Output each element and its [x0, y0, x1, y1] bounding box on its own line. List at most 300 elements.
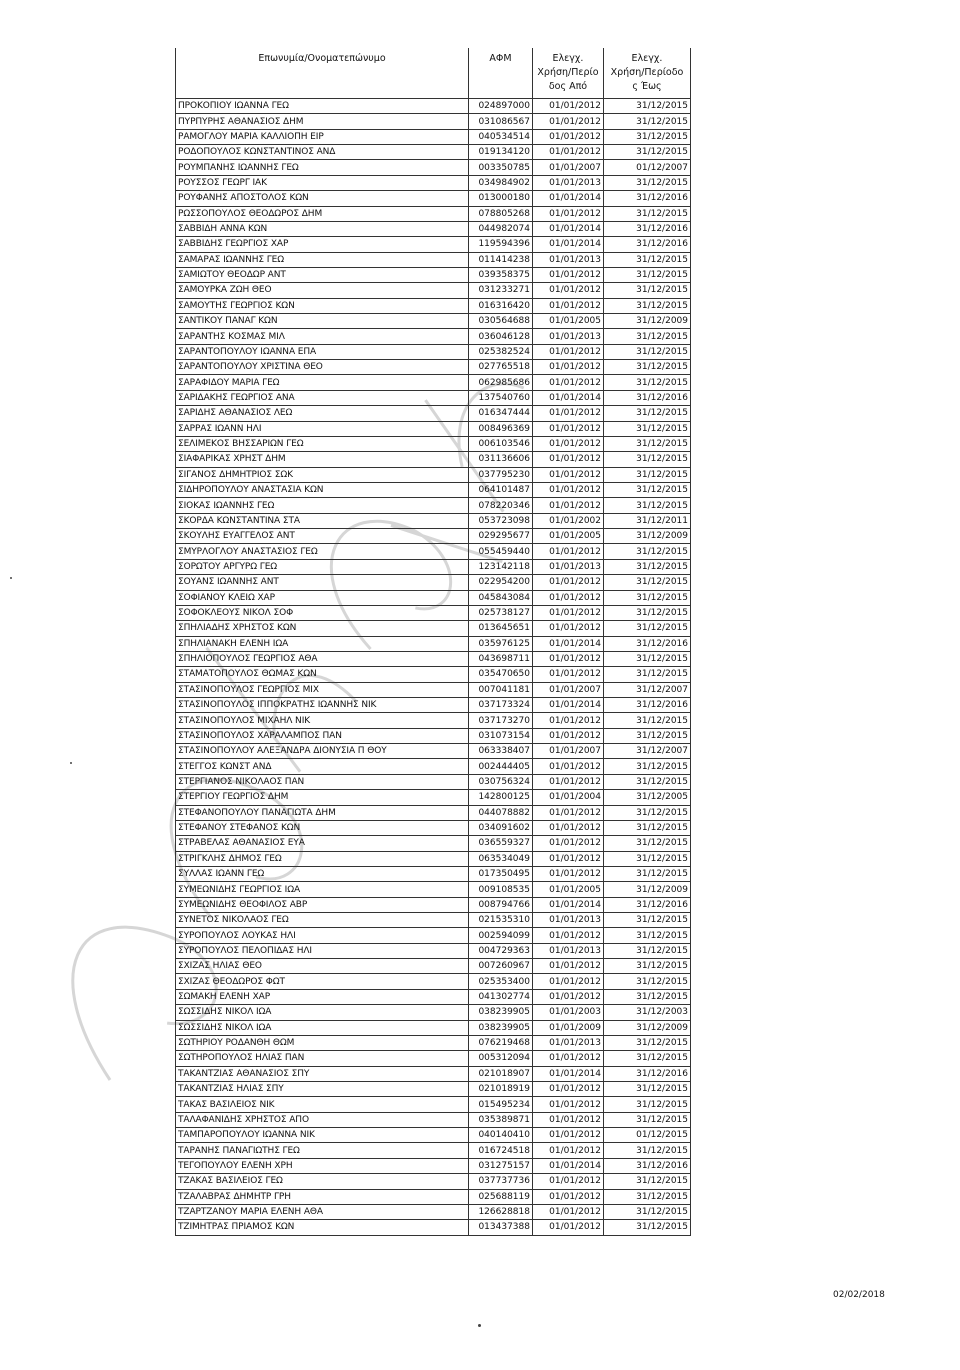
cell-period-to: 31/12/2015: [604, 651, 691, 666]
cell-period-to: 31/12/2015: [604, 360, 691, 375]
table-row: [176, 360, 691, 375]
cell-period-from: 01/01/2012: [533, 667, 604, 682]
cell-period-from: 01/01/2012: [533, 1112, 604, 1127]
cell-name: ΤΖΑΚΑΣ ΒΑΣΙΛΕΙΟΣ ΓΕΩ: [176, 1174, 469, 1189]
table-row: [176, 375, 691, 390]
table-row: [176, 1204, 691, 1219]
cell-period-to: 31/12/2016: [604, 1066, 691, 1081]
cell-afm: 024897000: [469, 99, 533, 114]
cell-afm: 063534049: [469, 851, 533, 866]
table-row: [176, 406, 691, 421]
table-row: [176, 774, 691, 789]
table-row: [176, 237, 691, 252]
table-row: [176, 790, 691, 805]
table-row: [176, 1005, 691, 1020]
cell-period-to: 31/12/2005: [604, 790, 691, 805]
cell-period-to: 31/12/2015: [604, 667, 691, 682]
cell-afm: 021018907: [469, 1066, 533, 1081]
table-row: [176, 267, 691, 282]
cell-afm: 043698711: [469, 651, 533, 666]
table-row: [176, 974, 691, 989]
cell-afm: 016724518: [469, 1143, 533, 1158]
cell-afm: 025382524: [469, 344, 533, 359]
scan-speck: [478, 1324, 481, 1327]
cell-period-from: 01/01/2012: [533, 1128, 604, 1143]
cell-name: ΣΟΥΑΝΣ ΙΩΑΝΝΗΣ ΑΝΤ: [176, 575, 469, 590]
cell-name: ΣΤΕΡΓΙΑΝΟΣ ΝΙΚΟΛΑΟΣ ΠΑΝ: [176, 774, 469, 789]
cell-period-to: 31/12/2015: [604, 1204, 691, 1219]
cell-period-from: 01/01/2012: [533, 436, 604, 451]
table-row: [176, 928, 691, 943]
cell-name: ΣΑΝΤΙΚΟΥ ΠΑΝΑΓ ΚΩΝ: [176, 314, 469, 329]
cell-name: ΣΤΑΣΙΝΟΠΟΥΛΟΣ ΓΕΩΡΓΙΟΣ ΜΙΧ: [176, 682, 469, 697]
cell-period-from: 01/01/2004: [533, 790, 604, 805]
cell-afm: 126628818: [469, 1204, 533, 1219]
table-row: [176, 698, 691, 713]
cell-name: ΣΤΕΦΑΝΟΠΟΥΛΟΥ ΠΑΝΑΓΙΩΤΑ ΔΗΜ: [176, 805, 469, 820]
table-row: [176, 1220, 691, 1235]
cell-period-to: 31/12/2016: [604, 221, 691, 236]
table-row: [176, 805, 691, 820]
cell-period-from: 01/01/2012: [533, 406, 604, 421]
cell-name: ΤΑΚΑΣ ΒΑΣΙΛΕΙΟΣ ΝΙΚ: [176, 1097, 469, 1112]
scan-speck: [10, 577, 12, 579]
cell-name: ΣΑΜΑΡΑΣ ΙΩΑΝΝΗΣ ΓΕΩ: [176, 252, 469, 267]
cell-period-from: 01/01/2014: [533, 390, 604, 405]
cell-afm: 034984902: [469, 175, 533, 190]
cell-period-to: 31/12/2015: [604, 298, 691, 313]
cell-period-to: 31/12/2015: [604, 774, 691, 789]
table-row: [176, 1112, 691, 1127]
cell-name: ΣΥΝΕΤΟΣ ΝΙΚΟΛΑΟΣ ΓΕΩ: [176, 913, 469, 928]
cell-name: ΣΑΡΑΝΤΟΠΟΥΛΟΥ ΙΩΑΝΝΑ ΕΠΑ: [176, 344, 469, 359]
cell-period-from: 01/01/2014: [533, 897, 604, 912]
cell-period-to: 01/12/2015: [604, 1128, 691, 1143]
cell-afm: 036046128: [469, 329, 533, 344]
cell-name: ΡΟΔΟΠΟΥΛΟΣ ΚΩΝΣΤΑΝΤΙΝΟΣ ΑΝΔ: [176, 145, 469, 160]
cell-afm: 044982074: [469, 221, 533, 236]
table-row: [176, 866, 691, 881]
cell-afm: 031073154: [469, 728, 533, 743]
cell-name: ΣΑΡΙΔΑΚΗΣ ΓΕΩΡΓΙΟΣ ΑΝΑ: [176, 390, 469, 405]
cell-name: ΣΤΡΙΓΚΛΗΣ ΔΗΜΟΣ ΓΕΩ: [176, 851, 469, 866]
cell-name: ΣΥΛΛΑΣ ΙΩΑΝΝ ΓΕΩ: [176, 866, 469, 881]
table-row: [176, 851, 691, 866]
cell-period-to: 31/12/2015: [604, 467, 691, 482]
cell-name: ΣΧΙΖΑΣ ΘΕΟΔΩΡΟΣ ΦΩΤ: [176, 974, 469, 989]
cell-period-to: 31/12/2015: [604, 498, 691, 513]
table-row: [176, 1082, 691, 1097]
cell-period-from: 01/01/2013: [533, 329, 604, 344]
cell-period-to: 31/12/2015: [604, 482, 691, 497]
cell-period-from: 01/01/2013: [533, 943, 604, 958]
cell-name: ΣΑΡΙΔΗΣ ΑΘΑΝΑΣΙΟΣ ΛΕΩ: [176, 406, 469, 421]
table-row: [176, 191, 691, 206]
cell-afm: 003350785: [469, 160, 533, 175]
table-row: [176, 1143, 691, 1158]
cell-name: ΣΤΑΣΙΝΟΠΟΥΛΟΣ ΧΑΡΑΛΑΜΠΟΣ ΠΑΝ: [176, 728, 469, 743]
cell-afm: 035389871: [469, 1112, 533, 1127]
cell-period-from: 01/01/2005: [533, 882, 604, 897]
cell-name: ΣΤΑΣΙΝΟΠΟΥΛΟΥ ΑΛΕΞΑΝΔΡΑ ΔΙΟΝΥΣΙΑ Π ΘΟΥ: [176, 744, 469, 759]
cell-afm: 062985686: [469, 375, 533, 390]
cell-name: ΣΩΜΑΚΗ ΕΛΕΝΗ ΧΑΡ: [176, 989, 469, 1004]
cell-name: ΣΚΟΡΔΑ ΚΩΝΣΤΑΝΤΙΝΑ ΣΤΑ: [176, 513, 469, 528]
cell-name: ΣΟΡΩΤΟΥ ΑΡΓΥΡΩ ΓΕΩ: [176, 559, 469, 574]
cell-period-to: 31/12/2015: [604, 267, 691, 282]
cell-period-from: 01/01/2014: [533, 1066, 604, 1081]
table-row: [176, 759, 691, 774]
cell-period-to: 31/12/2007: [604, 744, 691, 759]
cell-afm: 078805268: [469, 206, 533, 221]
table-row: [176, 283, 691, 298]
cell-period-from: 01/01/2012: [533, 851, 604, 866]
cell-period-from: 01/01/2012: [533, 959, 604, 974]
cell-afm: 019134120: [469, 145, 533, 160]
cell-period-to: 31/12/2016: [604, 698, 691, 713]
table-row: [176, 897, 691, 912]
table-row: [176, 436, 691, 451]
cell-afm: 037795230: [469, 467, 533, 482]
cell-period-to: 31/12/2015: [604, 575, 691, 590]
cell-period-from: 01/01/2012: [533, 482, 604, 497]
cell-afm: 038239905: [469, 1005, 533, 1020]
cell-name: ΣΥΡΟΠΟΥΛΟΣ ΛΟΥΚΑΣ ΗΛΙ: [176, 928, 469, 943]
cell-period-to: 31/12/2015: [604, 913, 691, 928]
cell-name: ΠΥΡΠΥΡΗΣ ΑΘΑΝΑΣΙΟΣ ΔΗΜ: [176, 114, 469, 129]
table-row: [176, 1128, 691, 1143]
cell-period-to: 31/12/2015: [604, 1051, 691, 1066]
cell-name: ΤΑΛΑΦΑΝΙΔΗΣ ΧΡΗΣΤΟΣ ΑΠΟ: [176, 1112, 469, 1127]
cell-period-to: 31/12/2015: [604, 1220, 691, 1235]
cell-name: ΣΤΑΜΑΤΟΠΟΥΛΟΣ ΘΩΜΑΣ ΚΩΝ: [176, 667, 469, 682]
cell-afm: 037173324: [469, 698, 533, 713]
cell-period-to: 31/12/2015: [604, 590, 691, 605]
scan-speck: [70, 762, 72, 764]
cell-afm: 041302774: [469, 989, 533, 1004]
cell-name: ΡΩΣΣΟΠΟΥΛΟΣ ΘΕΟΔΩΡΟΣ ΔΗΜ: [176, 206, 469, 221]
cell-afm: 123142118: [469, 559, 533, 574]
cell-period-to: 31/12/2015: [604, 959, 691, 974]
cell-period-from: 01/01/2014: [533, 191, 604, 206]
cell-period-to: 31/12/2015: [604, 99, 691, 114]
cell-period-from: 01/01/2014: [533, 237, 604, 252]
cell-period-from: 01/01/2012: [533, 452, 604, 467]
cell-afm: 016347444: [469, 406, 533, 421]
cell-afm: 064101487: [469, 482, 533, 497]
cell-period-from: 01/01/2013: [533, 175, 604, 190]
cell-afm: 030756324: [469, 774, 533, 789]
cell-name: ΤΑΜΠΑΡΟΠΟΥΛΟΥ ΙΩΑΝΝΑ ΝΙΚ: [176, 1128, 469, 1143]
cell-name: ΣΧΙΖΑΣ ΗΛΙΑΣ ΘΕΟ: [176, 959, 469, 974]
table-row: [176, 129, 691, 144]
cell-period-from: 01/01/2012: [533, 360, 604, 375]
cell-afm: 021535310: [469, 913, 533, 928]
cell-period-to: 31/12/2015: [604, 928, 691, 943]
cell-period-from: 01/01/2012: [533, 928, 604, 943]
table-row: [176, 651, 691, 666]
cell-period-from: 01/01/2012: [533, 989, 604, 1004]
cell-name: ΣΠΗΛΙΑΔΗΣ ΧΡΗΣΤΟΣ ΚΩΝ: [176, 621, 469, 636]
cell-name: ΣΕΛΙΜΕΚΟΣ ΒΗΣΣΑΡΙΩΝ ΓΕΩ: [176, 436, 469, 451]
cell-afm: 013437388: [469, 1220, 533, 1235]
table-row: [176, 559, 691, 574]
cell-afm: 011414238: [469, 252, 533, 267]
cell-period-from: 01/01/2012: [533, 974, 604, 989]
cell-afm: 004729363: [469, 943, 533, 958]
cell-period-from: 01/01/2012: [533, 759, 604, 774]
cell-name: ΤΕΓΟΠΟΥΛΟΥ ΕΛΕΝΗ ΧΡΗ: [176, 1158, 469, 1173]
cell-period-from: 01/01/2012: [533, 375, 604, 390]
cell-period-to: 31/12/2015: [604, 129, 691, 144]
cell-period-from: 01/01/2012: [533, 544, 604, 559]
cell-name: ΡΟΥΣΣΟΣ ΓΕΩΡΓ ΙΑΚ: [176, 175, 469, 190]
table-row: [176, 667, 691, 682]
cell-name: ΣΙΟΚΑΣ ΙΩΑΝΝΗΣ ΓΕΩ: [176, 498, 469, 513]
cell-name: ΣΤΕΦΑΝΟΥ ΣΤΕΦΑΝΟΣ ΚΩΝ: [176, 820, 469, 835]
table-row: [176, 621, 691, 636]
cell-period-from: 01/01/2012: [533, 1189, 604, 1204]
table-row: [176, 959, 691, 974]
cell-period-from: 01/01/2012: [533, 1082, 604, 1097]
cell-afm: 029295677: [469, 529, 533, 544]
table-row: [176, 636, 691, 651]
cell-period-to: 31/12/2011: [604, 513, 691, 528]
cell-afm: 008496369: [469, 421, 533, 436]
table-row: [176, 329, 691, 344]
table-row: [176, 1097, 691, 1112]
cell-name: ΡΟΥΦΑΝΗΣ ΑΠΟΣΤΟΛΟΣ ΚΩΝ: [176, 191, 469, 206]
cell-period-to: 31/12/2009: [604, 314, 691, 329]
cell-name: ΤΑΚΑΝΤΖΙΑΣ ΗΛΙΑΣ ΣΠΥ: [176, 1082, 469, 1097]
cell-name: ΣΙΑΦΑΡΙΚΑΣ ΧΡΗΣΤ ΔΗΜ: [176, 452, 469, 467]
cell-name: ΣΟΦΙΑΝΟΥ ΚΛΕΙΩ ΧΑΡ: [176, 590, 469, 605]
cell-name: ΣΥΡΟΠΟΥΛΟΣ ΠΕΛΟΠΙΔΑΣ ΗΛΙ: [176, 943, 469, 958]
cell-name: ΣΑΜΙΩΤΟΥ ΘΕΟΔΩΡ ΑΝΤ: [176, 267, 469, 282]
cell-name: ΣΑΒΒΙΔΗ ΑΝΝΑ ΚΩΝ: [176, 221, 469, 236]
table-row: [176, 1020, 691, 1035]
cell-afm: 076219468: [469, 1035, 533, 1050]
cell-period-from: 01/01/2012: [533, 145, 604, 160]
cell-name: ΡΑΜΟΓΛΟΥ ΜΑΡΙΑ ΚΑΛΛΙΟΠΗ ΕΙΡ: [176, 129, 469, 144]
cell-afm: 025688119: [469, 1189, 533, 1204]
cell-period-to: 31/12/2015: [604, 805, 691, 820]
cell-afm: 002594099: [469, 928, 533, 943]
cell-period-from: 01/01/2012: [533, 206, 604, 221]
cell-afm: 025738127: [469, 605, 533, 620]
cell-period-to: 31/12/2015: [604, 436, 691, 451]
table-row: [176, 590, 691, 605]
cell-period-to: 31/12/2015: [604, 728, 691, 743]
cell-period-from: 01/01/2009: [533, 1020, 604, 1035]
cell-afm: 037173270: [469, 713, 533, 728]
cell-period-from: 01/01/2012: [533, 267, 604, 282]
cell-period-to: 31/12/2015: [604, 836, 691, 851]
table-row: [176, 989, 691, 1004]
cell-name: ΣΙΔΗΡΟΠΟΥΛΟΥ ΑΝΑΣΤΑΣΙΑ ΚΩΝ: [176, 482, 469, 497]
cell-afm: 005312094: [469, 1051, 533, 1066]
cell-afm: 009108535: [469, 882, 533, 897]
table-row: [176, 682, 691, 697]
cell-period-to: 31/12/2016: [604, 897, 691, 912]
cell-period-from: 01/01/2013: [533, 252, 604, 267]
cell-period-to: 31/12/2016: [604, 390, 691, 405]
cell-afm: 063338407: [469, 744, 533, 759]
cell-period-to: 31/12/2015: [604, 283, 691, 298]
cell-name: ΣΚΟΥΛΗΣ ΕΥΑΓΓΕΛΟΣ ΑΝΤ: [176, 529, 469, 544]
cell-period-to: 31/12/2015: [604, 943, 691, 958]
cell-afm: 013645651: [469, 621, 533, 636]
cell-afm: 039358375: [469, 267, 533, 282]
cell-period-from: 01/01/2012: [533, 298, 604, 313]
cell-period-from: 01/01/2012: [533, 1097, 604, 1112]
cell-period-from: 01/01/2012: [533, 1174, 604, 1189]
table-row: [176, 1174, 691, 1189]
cell-name: ΣΑΡΑΦΙΔΟΥ ΜΑΡΙΑ ΓΕΩ: [176, 375, 469, 390]
cell-period-from: 01/01/2005: [533, 314, 604, 329]
table-row: [176, 145, 691, 160]
cell-name: ΣΤΑΣΙΝΟΠΟΥΛΟΣ ΜΙΧΑΗΛ ΝΙΚ: [176, 713, 469, 728]
table-row: [176, 1189, 691, 1204]
cell-period-to: 31/12/2015: [604, 344, 691, 359]
cell-period-from: 01/01/2012: [533, 114, 604, 129]
cell-afm: 038239905: [469, 1020, 533, 1035]
cell-afm: 078220346: [469, 498, 533, 513]
cell-name: ΤΖΑΡΤΖΑΝΟΥ ΜΑΡΙΑ ΕΛΕΝΗ ΑΘΑ: [176, 1204, 469, 1219]
cell-afm: 034091602: [469, 820, 533, 835]
cell-period-from: 01/01/2012: [533, 498, 604, 513]
cell-period-from: 01/01/2014: [533, 698, 604, 713]
cell-period-to: 01/12/2007: [604, 160, 691, 175]
table-row: [176, 1051, 691, 1066]
cell-period-from: 01/01/2012: [533, 283, 604, 298]
cell-period-to: 31/12/2015: [604, 1082, 691, 1097]
table-row: [176, 498, 691, 513]
cell-period-to: 31/12/2015: [604, 866, 691, 881]
header-period-from: Ελεγχ. Χρήση/Περίο δος Από: [533, 48, 604, 99]
cell-name: ΣΑΡΑΝΤΗΣ ΚΟΣΜΑΣ ΜΙΛ: [176, 329, 469, 344]
cell-afm: 025353400: [469, 974, 533, 989]
table-row: [176, 206, 691, 221]
cell-period-from: 01/01/2012: [533, 129, 604, 144]
cell-afm: 119594396: [469, 237, 533, 252]
cell-name: ΣΩΤΗΡΙΟΥ ΡΟΔΑΝΘΗ ΘΩΜ: [176, 1035, 469, 1050]
cell-afm: 002444405: [469, 759, 533, 774]
table-row: [176, 713, 691, 728]
cell-afm: 013000180: [469, 191, 533, 206]
table-row: [176, 467, 691, 482]
cell-afm: 021018919: [469, 1082, 533, 1097]
cell-period-to: 31/12/2015: [604, 1097, 691, 1112]
cell-period-from: 01/01/2012: [533, 1220, 604, 1235]
cell-period-from: 01/01/2013: [533, 1035, 604, 1050]
cell-afm: 036559327: [469, 836, 533, 851]
cell-period-from: 01/01/2005: [533, 529, 604, 544]
cell-name: ΣΠΗΛΙΟΠΟΥΛΟΣ ΓΕΩΡΓΙΟΣ ΑΘΑ: [176, 651, 469, 666]
cell-name: ΤΖΑΛΑΒΡΑΣ ΔΗΜΗΤΡ ΓΡΗ: [176, 1189, 469, 1204]
cell-name: ΣΥΜΕΩΝΙΔΗΣ ΘΕΟΦΙΛΟΣ ΑΒΡ: [176, 897, 469, 912]
table-row: [176, 744, 691, 759]
cell-period-to: 31/12/2015: [604, 206, 691, 221]
cell-period-from: 01/01/2012: [533, 728, 604, 743]
table-row: [176, 943, 691, 958]
cell-period-to: 31/12/2015: [604, 544, 691, 559]
cell-afm: 030564688: [469, 314, 533, 329]
table-row: [176, 605, 691, 620]
cell-name: ΣΟΦΟΚΛΕΟΥΣ ΝΙΚΟΛ ΣΟΦ: [176, 605, 469, 620]
cell-period-to: 31/12/2016: [604, 237, 691, 252]
cell-period-to: 31/12/2015: [604, 559, 691, 574]
table-row: [176, 529, 691, 544]
cell-name: ΣΩΤΗΡΟΠΟΥΛΟΣ ΗΛΙΑΣ ΠΑΝ: [176, 1051, 469, 1066]
cell-period-from: 01/01/2014: [533, 1158, 604, 1173]
cell-afm: 007041181: [469, 682, 533, 697]
cell-period-to: 31/12/2015: [604, 851, 691, 866]
cell-afm: 035976125: [469, 636, 533, 651]
cell-afm: 040140410: [469, 1128, 533, 1143]
cell-afm: 055459440: [469, 544, 533, 559]
cell-afm: 045843084: [469, 590, 533, 605]
table-header-row: [176, 48, 691, 99]
table-row: [176, 99, 691, 114]
cell-name: ΣΑΜΟΥΤΗΣ ΓΕΩΡΓΙΟΣ ΚΩΝ: [176, 298, 469, 313]
cell-name: ΣΜΥΡΛΟΓΛΟΥ ΑΝΑΣΤΑΣΙΟΣ ΓΕΩ: [176, 544, 469, 559]
cell-afm: 035470650: [469, 667, 533, 682]
cell-period-from: 01/01/2007: [533, 682, 604, 697]
cell-afm: 040534514: [469, 129, 533, 144]
table-row: [176, 544, 691, 559]
cell-period-from: 01/01/2012: [533, 651, 604, 666]
cell-afm: 016316420: [469, 298, 533, 313]
cell-period-to: 31/12/2015: [604, 605, 691, 620]
cell-afm: 037737736: [469, 1174, 533, 1189]
cell-period-to: 31/12/2015: [604, 621, 691, 636]
table-row: [176, 175, 691, 190]
table-row: [176, 452, 691, 467]
cell-name: ΣΤΕΡΓΙΟΥ ΓΕΩΡΓΙΟΣ ΔΗΜ: [176, 790, 469, 805]
cell-period-to: 31/12/2015: [604, 452, 691, 467]
cell-period-to: 31/12/2009: [604, 1020, 691, 1035]
cell-period-to: 31/12/2015: [604, 114, 691, 129]
cell-period-from: 01/01/2012: [533, 836, 604, 851]
cell-afm: 031275157: [469, 1158, 533, 1173]
cell-period-to: 31/12/2015: [604, 974, 691, 989]
cell-name: ΣΥΜΕΩΝΙΔΗΣ ΓΕΩΡΓΙΟΣ ΙΩΑ: [176, 882, 469, 897]
cell-name: ΣΙΓΑΝΟΣ ΔΗΜΗΤΡΙΟΣ ΣΩΚ: [176, 467, 469, 482]
cell-afm: 137540760: [469, 390, 533, 405]
cell-name: ΤΑΚΑΝΤΖΙΑΣ ΑΘΑΝΑΣΙΟΣ ΣΠΥ: [176, 1066, 469, 1081]
table-row: [176, 913, 691, 928]
cell-afm: 142800125: [469, 790, 533, 805]
cell-period-from: 01/01/2002: [533, 513, 604, 528]
cell-period-to: 31/12/2007: [604, 682, 691, 697]
cell-period-from: 01/01/2014: [533, 636, 604, 651]
cell-period-from: 01/01/2013: [533, 913, 604, 928]
table-row: [176, 221, 691, 236]
cell-period-to: 31/12/2016: [604, 191, 691, 206]
cell-period-to: 31/12/2015: [604, 820, 691, 835]
table-row: [176, 298, 691, 313]
cell-name: ΣΑΜΟΥΡΚΑ ΖΩΗ ΘΕΟ: [176, 283, 469, 298]
cell-period-from: 01/01/2012: [533, 590, 604, 605]
table-row: [176, 1066, 691, 1081]
cell-period-to: 31/12/2015: [604, 252, 691, 267]
cell-period-from: 01/01/2007: [533, 744, 604, 759]
cell-afm: 015495234: [469, 1097, 533, 1112]
cell-period-to: 31/12/2015: [604, 175, 691, 190]
cell-afm: 008794766: [469, 897, 533, 912]
cell-afm: 044078882: [469, 805, 533, 820]
